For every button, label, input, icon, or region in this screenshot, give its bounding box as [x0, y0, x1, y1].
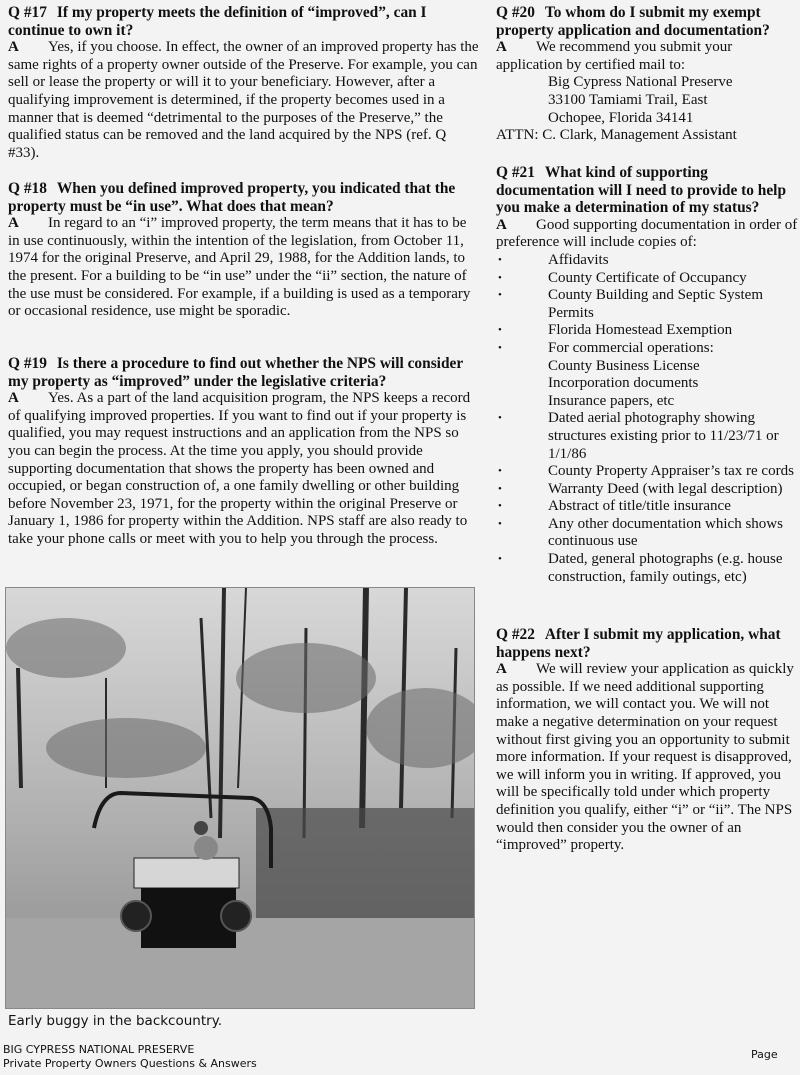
address-line: Ochopee, Florida 34141 — [548, 109, 694, 126]
sub-item: County Business License — [548, 357, 700, 374]
answer-22: A We will review your application as quickly as possible. If we need additional supporting information, we will contact you. We will not make a negative determination on your request without first giving you an opportunity to submit more information. If your request is disapproved, we will inform you in writing. If approved, you will be specifically told under which property definition you qualify, either “i” or “ii”. The NPS would then consider you the owner of an “improved” property. — [496, 661, 794, 854]
bullet-icon: • — [498, 324, 502, 337]
sub-item: Incorporation documents — [548, 375, 699, 392]
list-item: • County Certificate of Occupancy — [498, 269, 747, 286]
list-item: • Any other documentation which shows continuous use — [498, 515, 783, 550]
qa-18 — [8, 180, 480, 321]
bullet-icon: • — [498, 553, 502, 566]
list-item: • Affidavits — [498, 251, 609, 268]
answer-20: A We recommend you submit your application by certified mail to: — [496, 39, 733, 73]
footer-org: BIG CYPRESS NATIONAL PRESERVE — [3, 1043, 195, 1056]
bullet-icon: • — [498, 341, 502, 354]
bullet-icon: • — [498, 289, 502, 302]
list-item: • Dated, general photographs (e.g. house construction, family outings, etc) — [498, 551, 783, 585]
qa-22 — [496, 626, 800, 855]
list-item: • Florida Homestead Exemption — [498, 322, 733, 339]
address-line: 33100 Tamiami Trail, East — [548, 91, 708, 108]
page-label: Page — [751, 1048, 778, 1061]
photo-illustration — [6, 588, 474, 1008]
list-item: • Abstract of title/title insurance — [498, 498, 731, 515]
answer-21: A Good supporting documentation in order of preference will include copies of: — [496, 216, 798, 251]
answer-18: A In regard to an “i” improved property, the term means that it has to be in use continuously, within the intention of the legislation, from October 11, 1974 for the original Preserve, and April 29, 1988, for the Addition lands, to the present. For a building to be “in use” under the “ii” section, the nature of the use must be considered. For example, if a building is used as a temporary or occasional residence, use might be sporadic. — [8, 215, 471, 320]
question-17: Q #17 If my property meets the definition of “improved”, can I continue to own it? — [8, 4, 427, 39]
photo-caption: Early buggy in the backcountry. — [8, 1013, 223, 1029]
question-18: Q #18 When you defined improved property, you indicated that the property must be “in use”. What does that mean? — [8, 180, 456, 215]
question-21: Q #21 What kind of supporting documentation will I need to provide to help you make a determination of my status? — [496, 164, 787, 217]
answer-17: A Yes, if you choose. In effect, the owner of an improved property has the same rights of a property owner outside of the Preserve. For example, you can sell or lease the property or will it to your beneficiary. However, after a qualifying improvement is determined, if the property becomes used in a manner that is deemed “detrimental to the purposes of the Preserve,” the qualified status can be removed and the land acquired by the NPS (ref. Q #33). — [8, 39, 479, 161]
bullet-icon: • — [498, 465, 502, 478]
qa-19 — [8, 355, 480, 549]
swamp-buggy-photo — [5, 587, 475, 1009]
sub-item: Insurance papers, etc — [548, 392, 675, 409]
footer-doc-title: Private Property Owners Questions & Answers — [3, 1057, 257, 1070]
address-line: Big Cypress National Preserve — [548, 74, 733, 91]
documentation-list — [496, 252, 800, 586]
bullet-icon: • — [498, 482, 502, 495]
bullet-icon: • — [498, 253, 502, 266]
water — [6, 918, 474, 1008]
bullet-icon: • — [498, 271, 502, 284]
list-item: • Dated aerial photography showing structures existing prior to 11/23/71 or 1/1/86 — [498, 410, 779, 462]
footer — [3, 1043, 257, 1071]
list-item: • County Building and Septic System Permits — [498, 287, 764, 321]
question-19: Q #19 Is there a procedure to find out whether the NPS will consider my property as “improved” under the legislative criteria? — [8, 355, 463, 390]
attention-line: ATTN: C. Clark, Management Assistant — [496, 127, 737, 144]
bullet-icon: • — [498, 517, 502, 530]
bullet-icon: • — [498, 412, 502, 425]
list-item: • Warranty Deed (with legal description) — [498, 480, 783, 497]
question-22: Q #22 After I submit my application, what happens next? — [496, 626, 781, 661]
list-item: • County Property Appraiser’s tax re cords — [498, 463, 794, 480]
list-item: • For commercial operations: County Business License Incorporation documents Insurance papers, etc — [496, 340, 800, 410]
qa-21 — [496, 164, 800, 586]
question-20: Q #20 To whom do I submit my exempt property application and documentation? — [496, 4, 770, 39]
answer-19: A Yes. As a part of the land acquisition program, the NPS keeps a record of qualifying improved properties. If you want to find out if your property is qualified, you may request instructions and an application from the NPS so you can begin the process. At the time you apply, you should provide supporting documentation that shows the property has been owned and occupied, or began construction of, a one family dwelling or other building before November 23, 1971, for the property within the original Preserve or January 1, 1986 for property within the Addition. NPS staff are also ready to take your phone calls or meet with you to help you through the process. — [8, 390, 471, 547]
bullet-icon: • — [498, 500, 502, 513]
mailing-address — [496, 74, 800, 127]
qa-20 — [496, 4, 800, 145]
qa-17 — [8, 4, 480, 162]
